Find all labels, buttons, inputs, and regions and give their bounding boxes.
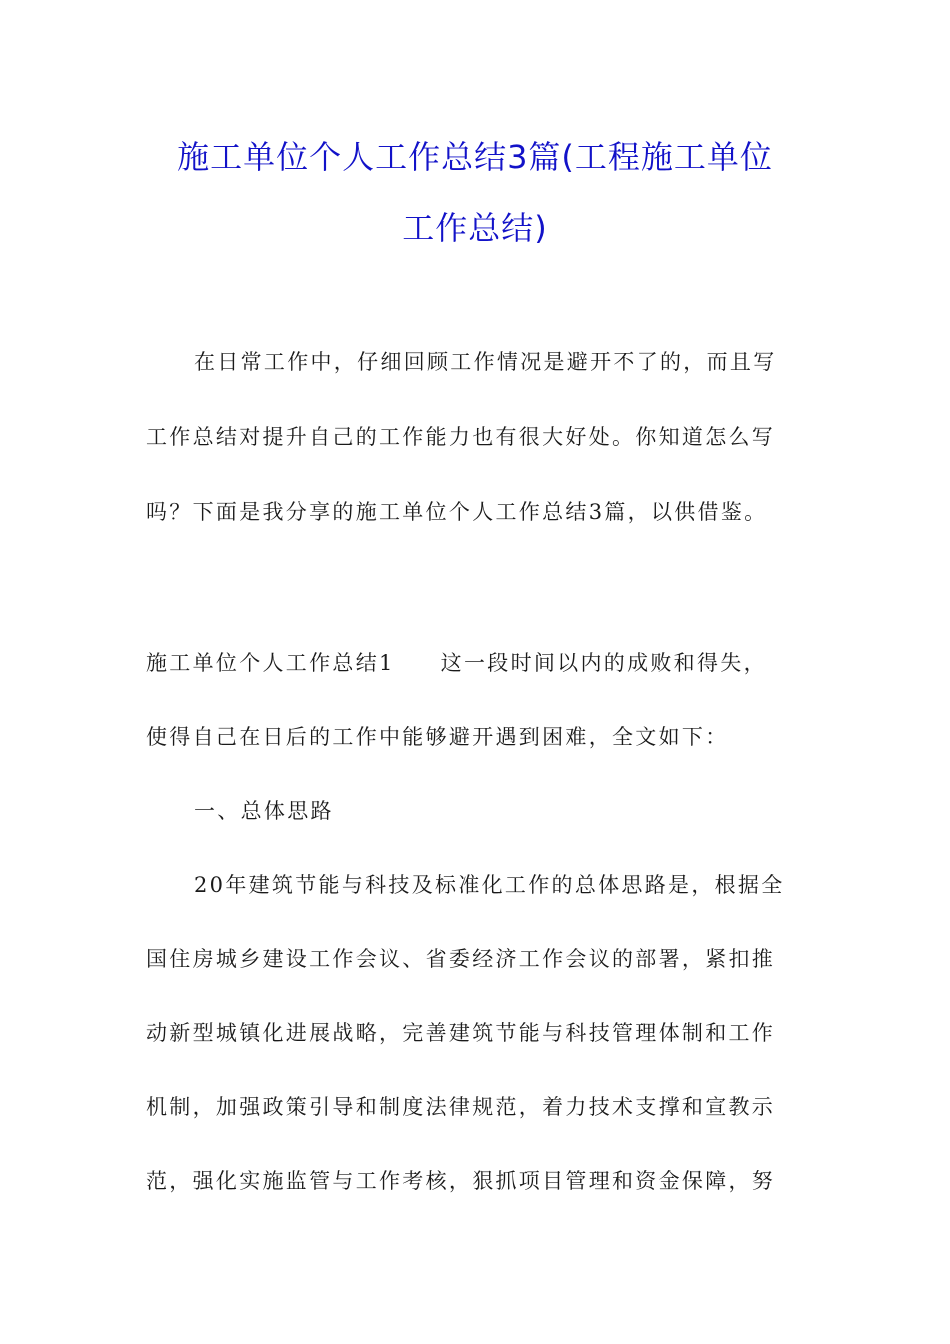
section-heading-line <box>146 647 767 677</box>
body-line-1: 20年建筑节能与科技及标准化工作的总体思路是，根据全 <box>194 873 785 897</box>
document-title-line-2: 工作总结) <box>402 209 548 247</box>
intro-line-2: 工作总结对提升自己的工作能力也有很大好处。你知道怎么写 <box>146 425 776 449</box>
section-line-2: 使得自己在日后的工作中能够避开遇到困难，全文如下： <box>146 725 729 749</box>
intro-line-1: 在日常工作中，仔细回顾工作情况是避开不了的，而且写 <box>194 350 777 374</box>
section-lead: 这一段时间以内的成败和得失， <box>440 651 767 675</box>
intro-line-3: 吗？下面是我分享的施工单位个人工作总结3篇，以供借鉴。 <box>146 500 768 524</box>
section-heading: 施工单位个人工作总结1 <box>146 651 395 675</box>
subheading: 一、总体思路 <box>194 799 334 823</box>
body-line-4: 机制，加强政策引导和制度法律规范，着力技术支撑和宣教示 <box>146 1095 776 1119</box>
body-line-5: 范，强化实施监管与工作考核，狠抓项目管理和资金保障，努 <box>146 1169 776 1193</box>
body-line-2: 国住房城乡建设工作会议、省委经济工作会议的部署，紧扣推 <box>146 947 776 971</box>
body-line-3: 动新型城镇化进展战略，完善建筑节能与科技管理体制和工作 <box>146 1021 776 1045</box>
document-title-line-1: 施工单位个人工作总结3篇(工程施工单位 <box>177 138 773 176</box>
